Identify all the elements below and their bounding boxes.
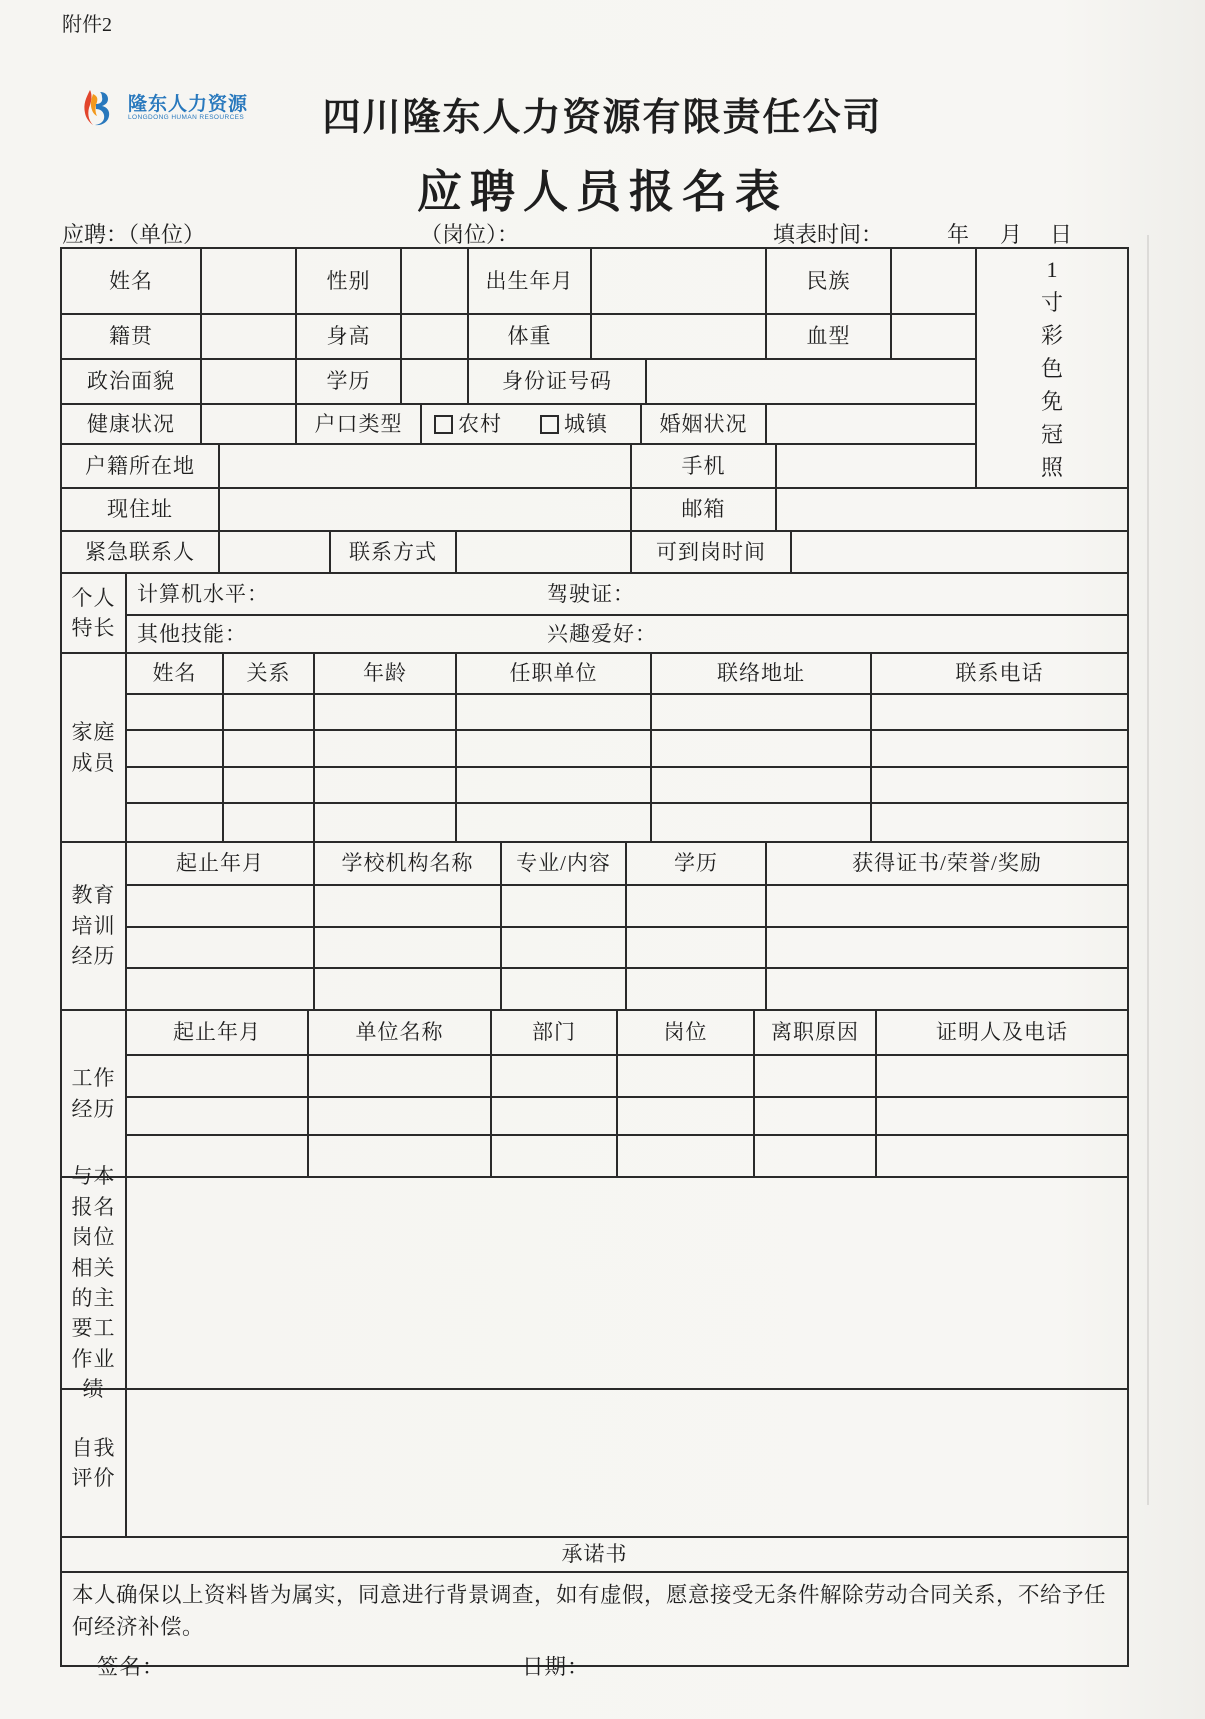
onboard-time-label: 可到岗时间 — [632, 532, 792, 574]
family-cell[interactable] — [127, 804, 224, 843]
apply-unit-label: 应聘：（单位） — [62, 222, 206, 247]
promise-body-cell — [62, 1573, 1127, 1679]
family-cell[interactable] — [127, 731, 224, 768]
education-cell[interactable] — [502, 886, 627, 928]
work-cell[interactable] — [309, 1098, 492, 1136]
family-cell[interactable] — [224, 804, 315, 843]
family-col-relation: 关系 — [224, 654, 315, 695]
family-cell[interactable] — [315, 731, 457, 768]
self-evaluation-label: 自我评价 — [62, 1390, 127, 1538]
emergency-contact-label: 紧急联系人 — [62, 532, 220, 574]
height-input-cell[interactable] — [402, 315, 469, 360]
work-cell[interactable] — [309, 1136, 492, 1178]
section-family — [62, 654, 1127, 843]
family-cell[interactable] — [872, 731, 1127, 768]
mobile-input-cell[interactable] — [777, 445, 977, 489]
education-row-1 — [127, 886, 1127, 928]
name-label: 姓名 — [62, 249, 202, 315]
work-cell[interactable] — [618, 1056, 755, 1098]
family-row-1 — [127, 695, 1127, 731]
id-number-input-cell[interactable] — [647, 360, 977, 405]
work-cell[interactable] — [127, 1098, 309, 1136]
family-cell[interactable] — [224, 731, 315, 768]
work-section-label: 工作经历 — [62, 1011, 127, 1178]
education-cell[interactable] — [627, 886, 767, 928]
edu-col-school: 学校机构名称 — [315, 843, 502, 886]
achievements-section-label: 与本报名岗位相关的主要工作业绩 — [62, 1178, 127, 1390]
family-cell[interactable] — [872, 804, 1127, 843]
section-self-evaluation — [62, 1390, 1127, 1538]
work-header-row — [127, 1011, 1127, 1056]
family-cell[interactable] — [652, 768, 872, 804]
work-col-leave-reason: 离职原因 — [755, 1011, 877, 1056]
work-col-department: 部门 — [492, 1011, 618, 1056]
row-current-address — [62, 489, 1127, 532]
edu-col-period: 起止年月 — [127, 843, 315, 886]
work-cell[interactable] — [755, 1056, 877, 1098]
other-hobby-row[interactable] — [127, 616, 1127, 654]
contact-method-input-cell[interactable] — [457, 532, 632, 574]
height-label: 身高 — [297, 315, 402, 360]
other-skill-label: 其他技能： — [137, 621, 247, 646]
hobby-label: 兴趣爱好： — [547, 621, 657, 646]
work-row-2 — [127, 1098, 1127, 1136]
work-cell[interactable] — [492, 1098, 618, 1136]
driving-license-label: 驾驶证： — [547, 581, 635, 606]
work-row-3 — [127, 1136, 1127, 1178]
row-politics — [62, 360, 1127, 405]
family-cell[interactable] — [457, 768, 652, 804]
application-form-table — [60, 247, 1129, 1679]
politics-label: 政治面貌 — [62, 360, 202, 405]
onboard-time-input-cell[interactable] — [792, 532, 1127, 574]
family-col-phone: 联系电话 — [872, 654, 1127, 695]
row-emergency — [62, 532, 1127, 574]
work-cell[interactable] — [618, 1098, 755, 1136]
work-col-company: 单位名称 — [309, 1011, 492, 1056]
month-label: 月 — [1000, 222, 1023, 247]
signature-label: 签名： — [97, 1654, 165, 1679]
logo-text-cn: 隆东人力资源 — [128, 93, 249, 115]
education-row-2 — [127, 928, 1127, 969]
family-cell[interactable] — [652, 731, 872, 768]
family-cell[interactable] — [127, 768, 224, 804]
family-cell[interactable] — [457, 695, 652, 731]
achievements-input-area[interactable] — [127, 1178, 1127, 1390]
work-row-1 — [127, 1056, 1127, 1098]
origin-input-cell[interactable] — [202, 315, 297, 360]
work-cell[interactable] — [492, 1136, 618, 1178]
apply-info-line — [60, 218, 1125, 246]
education-section-label: 教育培训经历 — [62, 843, 127, 1011]
logo-text-en: LONGDONG HUMAN RESOURCES — [128, 114, 245, 122]
education-cell[interactable] — [502, 928, 627, 969]
day-label: 日 — [1050, 222, 1073, 247]
registered-address-label: 户籍所在地 — [62, 445, 220, 489]
family-header-row — [127, 654, 1127, 695]
work-cell[interactable] — [755, 1136, 877, 1178]
company-name: 四川隆东人力资源有限责任公司 — [322, 97, 883, 139]
form-title: 应聘人员报名表 — [416, 167, 788, 217]
gender-input-cell[interactable] — [402, 249, 469, 315]
row-health — [62, 405, 1127, 445]
email-label: 邮箱 — [632, 489, 777, 532]
row-registered-address — [62, 445, 1127, 489]
education-row-3 — [127, 969, 1127, 1011]
row-name — [62, 249, 1127, 315]
ethnic-input-cell[interactable] — [892, 249, 977, 315]
rural-label: 农村 — [458, 411, 502, 436]
registered-address-input-cell[interactable] — [220, 445, 632, 489]
fill-time-label: 填表时间： — [773, 222, 884, 247]
promise-title: 承诺书 — [62, 1538, 1127, 1573]
work-cell[interactable] — [492, 1056, 618, 1098]
gender-label: 性别 — [297, 249, 402, 315]
work-col-position: 岗位 — [618, 1011, 755, 1056]
health-input-cell[interactable] — [202, 405, 297, 445]
birth-label: 出生年月 — [469, 249, 592, 315]
family-cell[interactable] — [652, 804, 872, 843]
education-cell[interactable] — [767, 886, 1127, 928]
family-cell[interactable] — [315, 804, 457, 843]
family-col-address: 联络地址 — [652, 654, 872, 695]
family-cell[interactable] — [315, 695, 457, 731]
urban-label: 城镇 — [564, 411, 608, 436]
education-cell[interactable] — [767, 928, 1127, 969]
section-achievements — [62, 1164, 1127, 1402]
education-label: 学历 — [297, 360, 402, 405]
education-header-row — [127, 843, 1127, 886]
work-cell[interactable] — [877, 1098, 1127, 1136]
year-label: 年 — [947, 222, 970, 247]
family-cell[interactable] — [872, 695, 1127, 731]
education-input-cell[interactable] — [402, 360, 469, 405]
work-cell[interactable] — [877, 1136, 1127, 1178]
section-education — [62, 843, 1127, 1011]
scan-artifact-line — [1147, 235, 1149, 1505]
family-cell[interactable] — [457, 804, 652, 843]
computer-skill-label: 计算机水平： — [137, 581, 269, 606]
id-number-label: 身份证号码 — [469, 360, 647, 405]
family-cell[interactable] — [872, 768, 1127, 804]
personal-strengths-label: 个人特长 — [62, 574, 127, 654]
promise-body-row — [62, 1573, 1127, 1679]
work-col-reference: 证明人及电话 — [877, 1011, 1127, 1056]
family-row-4 — [127, 804, 1127, 843]
education-cell[interactable] — [502, 969, 627, 1011]
education-cell[interactable] — [127, 886, 315, 928]
work-cell[interactable] — [127, 1056, 309, 1098]
education-cell[interactable] — [315, 886, 502, 928]
date-label: 日期： — [522, 1654, 590, 1679]
photo-note: 1寸彩色免冠照 — [1040, 256, 1063, 480]
apply-post-label: （岗位）： — [420, 222, 520, 247]
birth-input-cell[interactable] — [592, 249, 767, 315]
blood-input-cell[interactable] — [892, 315, 977, 360]
work-cell[interactable] — [618, 1136, 755, 1178]
hukou-type-label: 户口类型 — [297, 405, 422, 445]
row-origin — [62, 315, 1127, 360]
education-cell[interactable] — [127, 928, 315, 969]
work-cell[interactable] — [309, 1056, 492, 1098]
self-evaluation-input-area[interactable] — [127, 1390, 1127, 1538]
urban-checkbox-option[interactable] — [540, 411, 608, 437]
family-cell[interactable] — [224, 768, 315, 804]
blood-label: 血型 — [767, 315, 892, 360]
photo-placeholder[interactable] — [977, 249, 1127, 489]
promise-title-row — [62, 1538, 1127, 1573]
current-address-label: 现住址 — [62, 489, 220, 532]
family-cell[interactable] — [315, 768, 457, 804]
family-cell[interactable] — [457, 731, 652, 768]
education-cell[interactable] — [627, 928, 767, 969]
urban-checkbox[interactable] — [540, 415, 559, 434]
edu-col-major: 专业/内容 — [502, 843, 627, 886]
attachment-label: 附件2 — [62, 14, 112, 36]
work-cell[interactable] — [755, 1098, 877, 1136]
work-col-period: 起止年月 — [127, 1011, 309, 1056]
current-address-input-cell[interactable] — [220, 489, 632, 532]
mobile-label: 手机 — [632, 445, 777, 489]
education-cell[interactable] — [127, 969, 315, 1011]
section-personal-strengths — [62, 574, 1127, 654]
family-row-3 — [127, 768, 1127, 804]
section-work — [62, 1011, 1127, 1178]
edu-col-certificate: 获得证书/荣誉/奖励 — [767, 843, 1127, 886]
education-cell[interactable] — [627, 969, 767, 1011]
family-col-age: 年龄 — [315, 654, 457, 695]
name-input-cell[interactable] — [202, 249, 297, 315]
edu-col-degree: 学历 — [627, 843, 767, 886]
rural-checkbox[interactable] — [434, 415, 453, 434]
promise-text: 本人确保以上资料皆为属实，同意进行背景调查，如有虚假，愿意接受无条件解除劳动合同关系，不给予任何经济补偿。 — [72, 1583, 1107, 1640]
politics-input-cell[interactable] — [202, 360, 297, 405]
ethnic-label: 民族 — [767, 249, 892, 315]
family-section-label: 家庭成员 — [62, 654, 127, 843]
health-label: 健康状况 — [62, 405, 202, 445]
education-cell[interactable] — [767, 969, 1127, 1011]
contact-method-label: 联系方式 — [331, 532, 457, 574]
origin-label: 籍贯 — [62, 315, 202, 360]
emergency-contact-input-cell[interactable] — [220, 532, 331, 574]
email-input-cell[interactable] — [777, 489, 1127, 532]
family-col-employer: 任职单位 — [457, 654, 652, 695]
rural-checkbox-option[interactable] — [434, 411, 502, 437]
education-cell[interactable] — [315, 928, 502, 969]
marriage-input-cell[interactable] — [767, 405, 977, 445]
education-cell[interactable] — [315, 969, 502, 1011]
family-cell[interactable] — [127, 695, 224, 731]
computer-driving-row[interactable] — [127, 574, 1127, 616]
family-cell[interactable] — [652, 695, 872, 731]
work-cell[interactable] — [127, 1136, 309, 1178]
family-row-2 — [127, 731, 1127, 768]
work-cell[interactable] — [877, 1056, 1127, 1098]
family-col-name: 姓名 — [127, 654, 224, 695]
weight-input-cell[interactable] — [592, 315, 767, 360]
weight-label: 体重 — [469, 315, 592, 360]
marriage-label: 婚姻状况 — [642, 405, 767, 445]
family-cell[interactable] — [224, 695, 315, 731]
hukou-checkbox-cell — [422, 405, 642, 445]
